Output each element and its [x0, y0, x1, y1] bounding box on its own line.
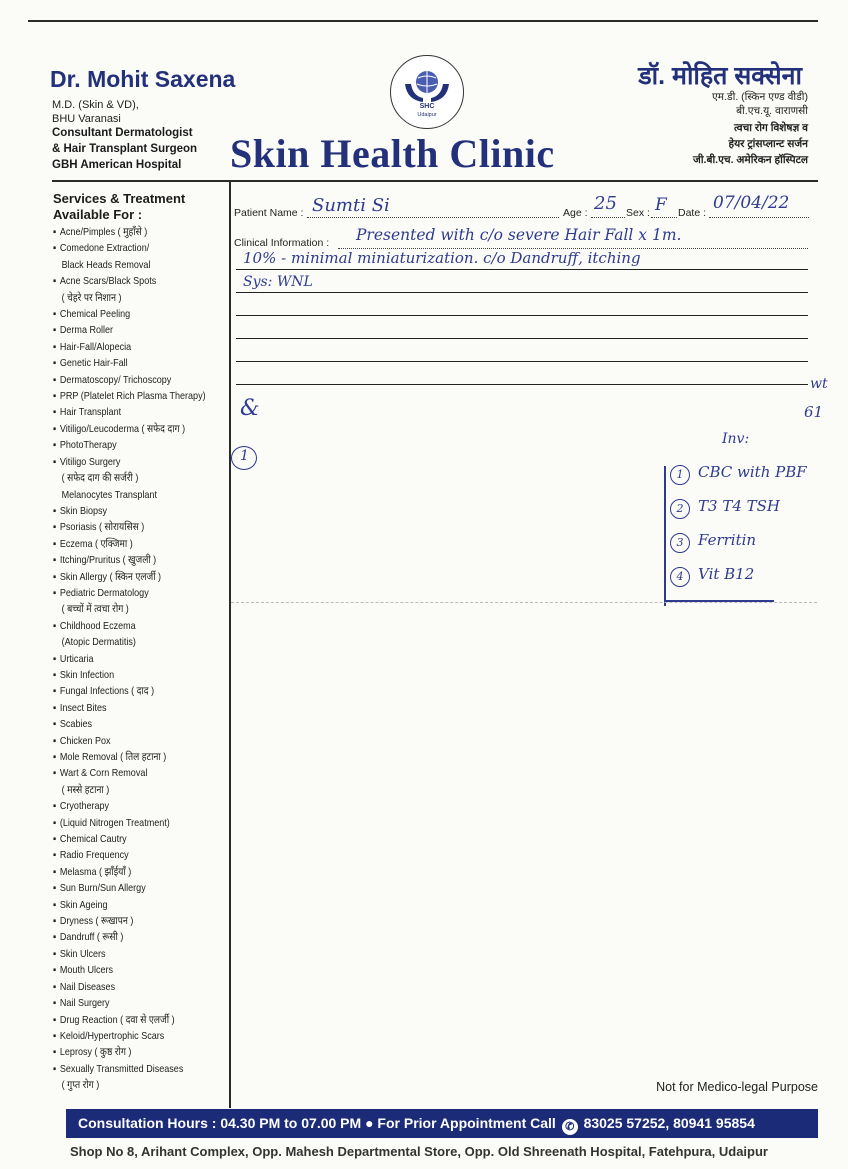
- service-item: [53, 913, 204, 929]
- rule-5: [236, 338, 808, 339]
- service-label: Genetic Hair-Fall: [59, 357, 128, 370]
- investigation-number: 3: [670, 533, 690, 553]
- service-label: Vitiligo Surgery: [59, 455, 121, 468]
- service-label: Melasma ( झाँईयाँ ): [59, 865, 132, 878]
- service-item: [53, 1012, 204, 1028]
- fold-line: [231, 602, 817, 604]
- bullet-icon: ▪: [53, 915, 57, 928]
- bullet-icon: ▪: [53, 865, 57, 878]
- service-item: [53, 470, 204, 486]
- investigation-number: 4: [670, 567, 690, 587]
- bullet-icon: ▪: [53, 882, 57, 895]
- date-line: [709, 217, 809, 218]
- service-label: ( बच्चों में त्वचा रोग ): [61, 603, 129, 616]
- service-item: [53, 716, 204, 732]
- bullet-icon: ▪: [53, 718, 57, 731]
- hi-role-2: हेयर ट्रांसप्लान्ट सर्जन: [728, 138, 808, 150]
- service-item: [53, 847, 204, 863]
- bullet-icon: ▪: [53, 767, 57, 780]
- service-item: [53, 765, 204, 781]
- qualification-2: BHU Varanasi: [52, 113, 121, 125]
- service-item: [53, 585, 204, 601]
- logo-text: SHC: [419, 103, 435, 110]
- bullet-icon: ▪: [53, 816, 57, 829]
- service-item: [53, 240, 204, 256]
- service-label: Hair Transplant: [59, 406, 122, 419]
- consultation-bar: [66, 1109, 818, 1138]
- service-label: Cryotherapy: [59, 800, 110, 813]
- hi-role-1: त्वचा रोग विशेषज्ञ व: [733, 122, 808, 134]
- rule-6: [236, 361, 808, 362]
- service-label: Nail Surgery: [59, 997, 110, 1010]
- service-label: PRP (Platelet Rich Plasma Therapy): [59, 390, 206, 403]
- service-label: Urticaria: [59, 652, 94, 665]
- patient-name-value: Sumti Si: [312, 195, 390, 216]
- service-item: [53, 601, 204, 617]
- weight-value: 61: [804, 403, 824, 421]
- investigation-item: [668, 565, 838, 599]
- service-item: [53, 749, 204, 765]
- service-label: Black Heads Removal: [61, 258, 151, 271]
- service-label: Chemical Peeling: [59, 308, 131, 321]
- bullet-icon: ▪: [53, 308, 57, 321]
- bullet-icon: ▪: [53, 537, 57, 550]
- service-label: Dandruff ( रूसी ): [59, 931, 124, 944]
- bullet-icon: ▪: [53, 1029, 57, 1042]
- services-title: [53, 191, 185, 223]
- consultation-bar-text: [78, 1115, 755, 1135]
- patient-name-label: Patient Name :: [234, 207, 304, 219]
- service-item: [53, 815, 204, 831]
- service-item: [53, 421, 204, 437]
- bullet-icon: ▪: [53, 1046, 57, 1059]
- age-value: 25: [594, 193, 617, 214]
- bullet-icon: ▪: [53, 340, 57, 353]
- investigation-item: [668, 463, 838, 497]
- appointment-label: For Prior Appointment Call: [377, 1115, 556, 1131]
- clinic-logo: [390, 55, 464, 129]
- bullet-icon: ▪: [53, 504, 57, 517]
- service-label: (Atopic Dermatitis): [61, 636, 136, 649]
- column-divider: [229, 180, 231, 1108]
- service-label: Vitiligo/Leucoderma ( सफेद दाग ): [59, 422, 186, 435]
- phone-icon: ✆: [562, 1119, 578, 1135]
- service-label: Skin Ageing: [59, 898, 108, 911]
- bullet-icon: ▪: [53, 1062, 57, 1075]
- bullet-icon: ▪: [53, 685, 57, 698]
- not-medico-legal-note: Not for Medico-legal Purpose: [656, 1080, 818, 1094]
- investigations-bracket: [664, 466, 666, 606]
- service-item: [53, 946, 204, 962]
- service-item: [53, 864, 204, 880]
- service-item: [53, 1077, 204, 1093]
- service-label: Leprosy ( कुष्ठ रोग ): [59, 1046, 132, 1059]
- service-label: Derma Roller: [59, 324, 114, 337]
- rule-4: [236, 315, 808, 316]
- investigation-text: Vit B12: [698, 565, 755, 583]
- service-item: [53, 388, 204, 404]
- service-item: [53, 733, 204, 749]
- service-label: Skin Biopsy: [59, 504, 108, 517]
- service-item: [53, 798, 204, 814]
- bullet-icon: ▪: [53, 275, 57, 288]
- rule-2: [236, 269, 808, 270]
- service-label: Sexually Transmitted Diseases: [59, 1062, 184, 1075]
- service-item: [53, 290, 204, 306]
- date-label: Date :: [678, 207, 707, 219]
- bullet-icon: ▪: [53, 242, 57, 255]
- bullet-icon: ▪: [53, 570, 57, 583]
- rule-7: [236, 384, 808, 385]
- sex-value: F: [655, 195, 667, 215]
- service-label: Keloid/Hypertrophic Scars: [59, 1029, 165, 1042]
- service-item: [53, 257, 204, 273]
- service-label: ( चेहरे पर निशान ): [61, 291, 122, 304]
- bullet-icon: ▪: [53, 455, 57, 468]
- service-label: Acne Scars/Black Spots: [59, 275, 157, 288]
- consultation-hours: Consultation Hours : 04.30 PM to 07.00 PM: [78, 1115, 362, 1131]
- rx-symbol: &: [240, 396, 260, 421]
- service-label: Nail Diseases: [59, 980, 116, 993]
- bullet-icon: ▪: [53, 997, 57, 1010]
- service-item: [53, 1061, 204, 1077]
- service-label: Fungal Infections ( दाद ): [59, 685, 155, 698]
- service-item: [53, 355, 204, 371]
- service-label: Chemical Cautry: [59, 833, 127, 846]
- service-label: ( सफेद दाग की सर्जरी ): [61, 472, 139, 485]
- bullet-icon: ▪: [53, 373, 57, 386]
- clinical-info-label: Clinical Information :: [234, 237, 330, 249]
- bullet-icon: ▪: [53, 849, 57, 862]
- hi-qual-1: एम.डी. (स्किन एण्ड वीडी): [711, 91, 808, 103]
- service-label: Mole Removal ( तिल हटाना ): [59, 751, 167, 763]
- bullet-icon: ▪: [53, 324, 57, 337]
- service-label: Skin Infection: [59, 668, 115, 681]
- bullet-icon: ▪: [53, 931, 57, 944]
- bullet-icon: ▪: [53, 701, 57, 714]
- investigation-number: 2: [670, 499, 690, 519]
- sex-label: Sex :: [626, 207, 650, 219]
- bullet-icon: ▪: [53, 226, 57, 238]
- bullet-icon: ▪: [53, 947, 57, 960]
- service-label: ( मस्से हटाना ): [61, 783, 110, 796]
- top-rule: [28, 20, 818, 22]
- service-item: [53, 929, 204, 945]
- service-label: ( गुप्त रोग ): [61, 1079, 100, 1092]
- service-label: (Liquid Nitrogen Treatment): [59, 816, 170, 829]
- service-item: [53, 995, 204, 1011]
- bullet-icon: ▪: [53, 619, 57, 632]
- service-label: Insect Bites: [59, 701, 107, 714]
- service-item: [53, 503, 204, 519]
- clinical-line-1: Presented with c/o severe Hair Fall x 1m.: [356, 226, 682, 244]
- doctor-name-en: Dr. Mohit Saxena: [50, 66, 236, 92]
- investigation-item: [668, 531, 838, 565]
- service-item: [53, 782, 204, 798]
- service-item: [53, 897, 204, 913]
- investigations-list: [668, 463, 838, 599]
- bullet-icon: ▪: [53, 898, 57, 911]
- clinic-address: Shop No 8, Arihant Complex, Opp. Mahesh Departmental Store, Opp. Old Shreenath Hospital, Fatehpura, Udaipur: [70, 1144, 768, 1159]
- service-item: [53, 569, 204, 585]
- bullet-icon: ▪: [53, 586, 57, 599]
- bullet-icon: ▪: [53, 980, 57, 993]
- service-item: [53, 962, 204, 978]
- role-2: & Hair Transplant Surgeon: [52, 143, 198, 155]
- service-label: Hair-Fall/Alopecia: [59, 340, 132, 353]
- phone-numbers: 83025 57252, 80941 95854: [583, 1115, 755, 1131]
- service-label: Mouth Ulcers: [59, 964, 114, 977]
- role-1: Consultant Dermatologist: [52, 127, 193, 139]
- bullet-icon: ▪: [53, 652, 57, 665]
- service-item: [53, 1044, 204, 1060]
- bullet-icon: ▪: [53, 406, 57, 419]
- investigations-label: Inv:: [722, 431, 750, 447]
- service-label: Dryness ( रूखापन ): [59, 915, 134, 928]
- patient-name-line: [307, 217, 559, 218]
- rx-number-circle: [231, 446, 257, 470]
- bullet-icon: ●: [365, 1115, 378, 1131]
- services-title-1: Services & Treatment: [53, 191, 186, 206]
- bullet-icon: ▪: [53, 964, 57, 977]
- service-item: [53, 683, 204, 699]
- service-item: [53, 634, 204, 650]
- service-label: PhotoTherapy: [59, 439, 117, 452]
- weight-label: wt: [810, 376, 828, 392]
- service-label: Skin Ulcers: [59, 947, 106, 960]
- rule-3: [236, 292, 808, 293]
- services-list: [53, 224, 228, 1094]
- service-item: [53, 487, 204, 503]
- service-item: [53, 831, 204, 847]
- bullet-icon: ▪: [53, 521, 57, 534]
- service-label: Dermatoscopy/ Trichoscopy: [59, 373, 172, 386]
- service-label: Skin Allergy ( स्किन एलर्जी ): [59, 570, 162, 583]
- doctor-name-hi: डॉ. मोहित सक्सेना: [638, 62, 802, 90]
- clinic-title: Skin Health Clinic: [230, 131, 555, 176]
- service-item: [53, 437, 204, 453]
- service-item: [53, 306, 204, 322]
- service-label: Drug Reaction ( दवा से एलर्जी ): [59, 1013, 175, 1026]
- service-label: Itching/Pruritus ( खुजली ): [59, 554, 157, 567]
- service-item: [53, 979, 204, 995]
- investigation-number: 1: [670, 465, 690, 485]
- service-label: Psoriasis ( सोरायसिस ): [59, 521, 145, 534]
- service-item: [53, 372, 204, 388]
- bullet-icon: ▪: [53, 668, 57, 681]
- service-label: Chicken Pox: [59, 734, 111, 747]
- rx-number: 1: [240, 448, 249, 464]
- qualification-1: M.D. (Skin & VD),: [52, 99, 139, 111]
- age-line: [591, 217, 625, 218]
- service-item: [53, 667, 204, 683]
- role-3: GBH American Hospital: [52, 159, 182, 171]
- service-item: [53, 454, 204, 470]
- service-item: [53, 273, 204, 289]
- bullet-icon: ▪: [53, 357, 57, 370]
- service-label: Acne/Pimples ( मुहाँसे ): [59, 226, 148, 238]
- service-label: Radio Frequency: [59, 849, 129, 862]
- service-item: [53, 339, 204, 355]
- bullet-icon: ▪: [53, 751, 57, 763]
- services-title-2: Available For :: [53, 207, 143, 222]
- hi-qual-2: बी.एच.यू. वाराणसी: [736, 105, 808, 117]
- sex-line: [651, 217, 677, 218]
- service-label: Melanocytes Transplant: [61, 488, 157, 501]
- bullet-icon: ▪: [53, 833, 57, 846]
- investigation-item: [668, 497, 838, 531]
- bullet-icon: ▪: [53, 390, 57, 403]
- service-item: [53, 1028, 204, 1044]
- service-item: [53, 552, 204, 568]
- service-label: Wart & Corn Removal: [59, 767, 148, 780]
- bullet-icon: ▪: [53, 734, 57, 747]
- bullet-icon: ▪: [53, 554, 57, 567]
- age-label: Age :: [563, 207, 588, 219]
- service-label: Scabies: [59, 718, 93, 731]
- date-value: 07/04/22: [713, 193, 790, 213]
- bullet-icon: ▪: [53, 800, 57, 813]
- bullet-icon: ▪: [53, 439, 57, 452]
- hi-role-3: जी.बी.एच. अमेरिकन हॉस्पिटल: [693, 154, 808, 166]
- service-label: Eczema ( एक्जिमा ): [59, 537, 133, 550]
- header-divider: [52, 180, 818, 182]
- bullet-icon: ▪: [53, 422, 57, 435]
- service-label: Pediatric Dermatology: [59, 586, 149, 599]
- service-label: Childhood Eczema: [59, 619, 136, 632]
- service-item: [53, 700, 204, 716]
- logo-sub: Udaipur: [417, 112, 437, 118]
- service-item: [53, 536, 204, 552]
- service-label: Sun Burn/Sun Allergy: [59, 882, 146, 895]
- clinical-line-2: 10% - minimal miniaturization. c/o Dandruff, itching: [243, 249, 641, 267]
- investigation-text: CBC with PBF: [698, 463, 807, 481]
- clinical-line-3: Sys: WNL: [243, 274, 313, 290]
- investigation-text: T3 T4 TSH: [698, 497, 780, 515]
- service-item: [53, 651, 204, 667]
- service-item: [53, 519, 204, 535]
- bullet-icon: ▪: [53, 1013, 57, 1026]
- investigation-text: Ferritin: [698, 531, 757, 549]
- service-item: [53, 880, 204, 896]
- service-item: [53, 404, 204, 420]
- service-item: [53, 618, 204, 634]
- service-item: [53, 322, 204, 338]
- service-item: [53, 224, 204, 240]
- service-label: Comedone Extraction/: [59, 242, 150, 255]
